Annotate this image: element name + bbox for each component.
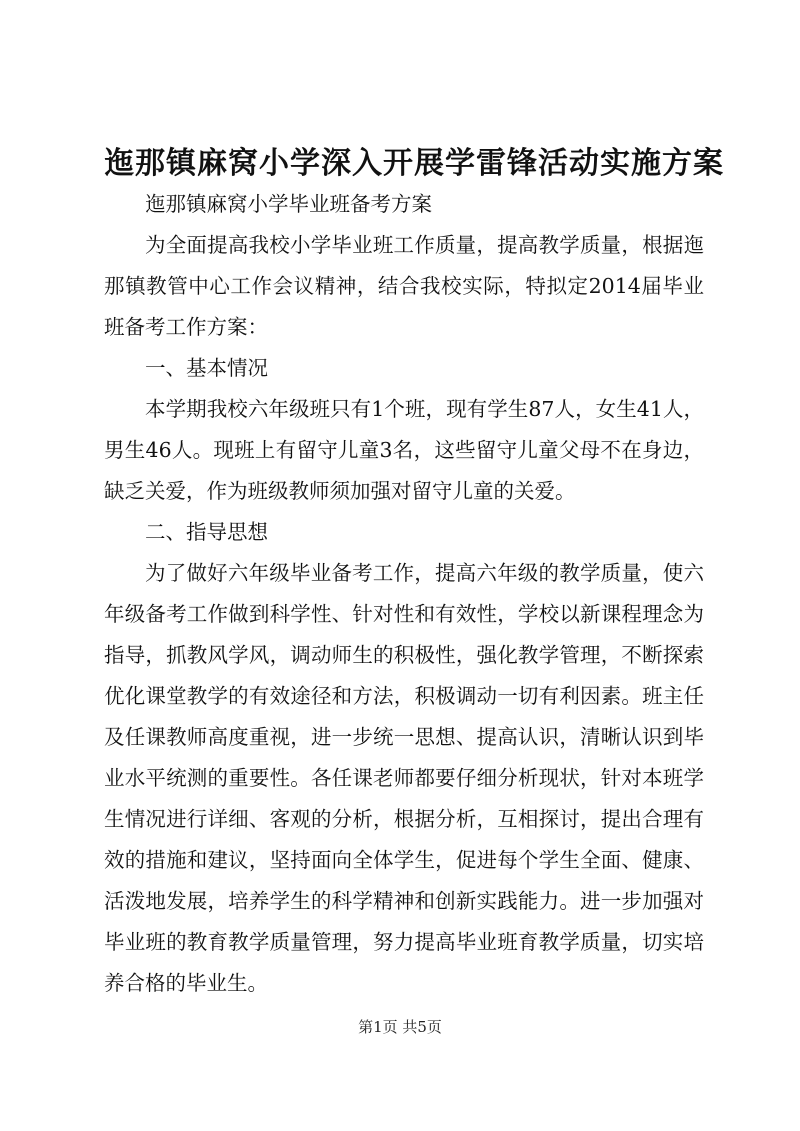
section-heading-basic-situation: 一、基本情况 [145, 356, 268, 380]
section-heading-guiding-ideology: 二、指导思想 [145, 520, 268, 544]
page-number-footer: 第1页 共5页 [358, 1018, 442, 1036]
document-body [104, 184, 704, 1004]
basic-situation-paragraph: 本学期我校六年级班只有1个班，现有学生87人，女生41人，男生46人。现班上有留守儿童3名，这些留守儿童父母不在身边，缺乏关爱，作为班级教师须加强对留守儿童的关爱。 [104, 397, 704, 503]
guiding-ideology-paragraph: 为了做好六年级毕业备考工作，提高六年级的教学质量，使六年级备考工作做到科学性、针对性和有效性，学校以新课程理念为指导，抓教风学风，调动师生的积极性，强化教学管理，不断探索优化课堂教学的有效途径和方法，积极调动一切有利因素。班主任及任课教师高度重视，进一步统一思想、提高认识，清晰认识到毕业水平统测的重要性。各任课老师都要仔细分析现状，针对本班学生情况进行详细、客观的分析，根据分析，互相探讨，提出合理有效的措施和建议，坚持面向全体学生，促进每个学生全面、健康、活泼地发展，培养学生的科学精神和创新实践能力。进一步加强对毕业班的教育教学质量管理，努力提高毕业班育教学质量，切实培养合格的毕业生。 [104, 561, 704, 995]
subtitle-paragraph: 迤那镇麻窝小学毕业班备考方案 [145, 192, 432, 216]
intro-paragraph: 为全面提高我校小学毕业班工作质量，提高教学质量，根据迤那镇教管中心工作会议精神，结合我校实际，特拟定2014届毕业班备考工作方案： [104, 233, 704, 339]
document-title: 迤那镇麻窝小学深入开展学雷锋活动实施方案 [104, 146, 724, 181]
